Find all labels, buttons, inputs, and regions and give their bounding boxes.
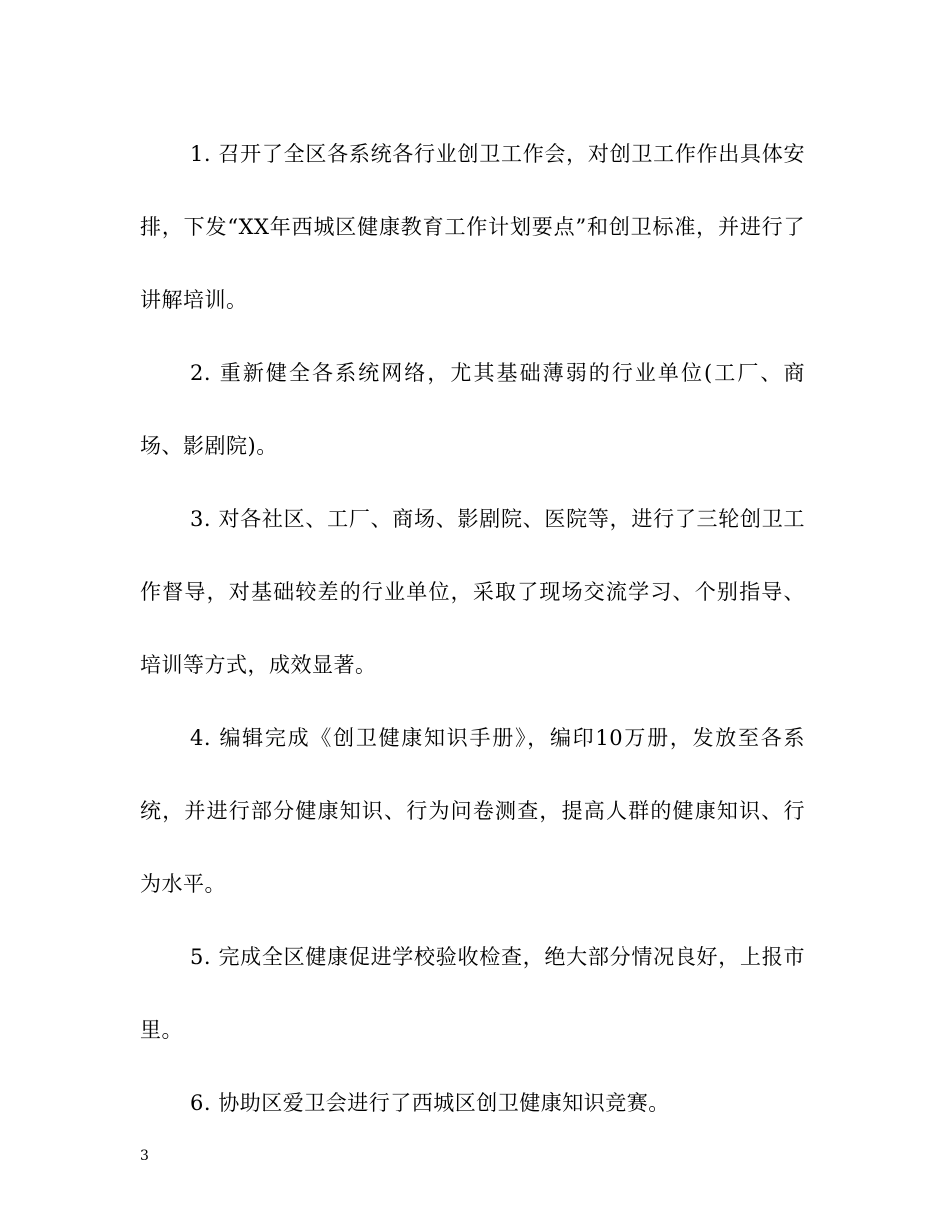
paragraph-3: 3. 对各社区、工厂、商场、影剧院、医院等，进行了三轮创卫工作督导，对基础较差的行业单位，采取了现场交流学习、个别指导、培训等方式，成效显著。: [140, 507, 805, 677]
paragraph-4: 4. 编辑完成《创卫健康知识手册》，编印10万册，发放至各系统，并进行部分健康知识、行为问卷测查，提高人群的健康知识、行为水平。: [140, 726, 805, 896]
paragraph-6: 6. 协助区爱卫会进行了西城区创卫健康知识竞赛。: [190, 1091, 670, 1115]
page-number: 3: [140, 1148, 149, 1164]
paragraph-2: 2. 重新健全各系统网络，尤其基础薄弱的行业单位(工厂、商场、影剧院)。: [140, 361, 805, 458]
paragraph-1: 1. 召开了全区各系统各行业创卫工作会，对创卫工作作出具体安排，下发“XX年西城区健康教育工作计划要点”和创卫标准，并进行了讲解培训。: [140, 142, 805, 312]
paragraph-5: 5. 完成全区健康促进学校验收检查，绝大部分情况良好，上报市里。: [140, 945, 805, 1042]
document-body: [140, 118, 805, 1140]
